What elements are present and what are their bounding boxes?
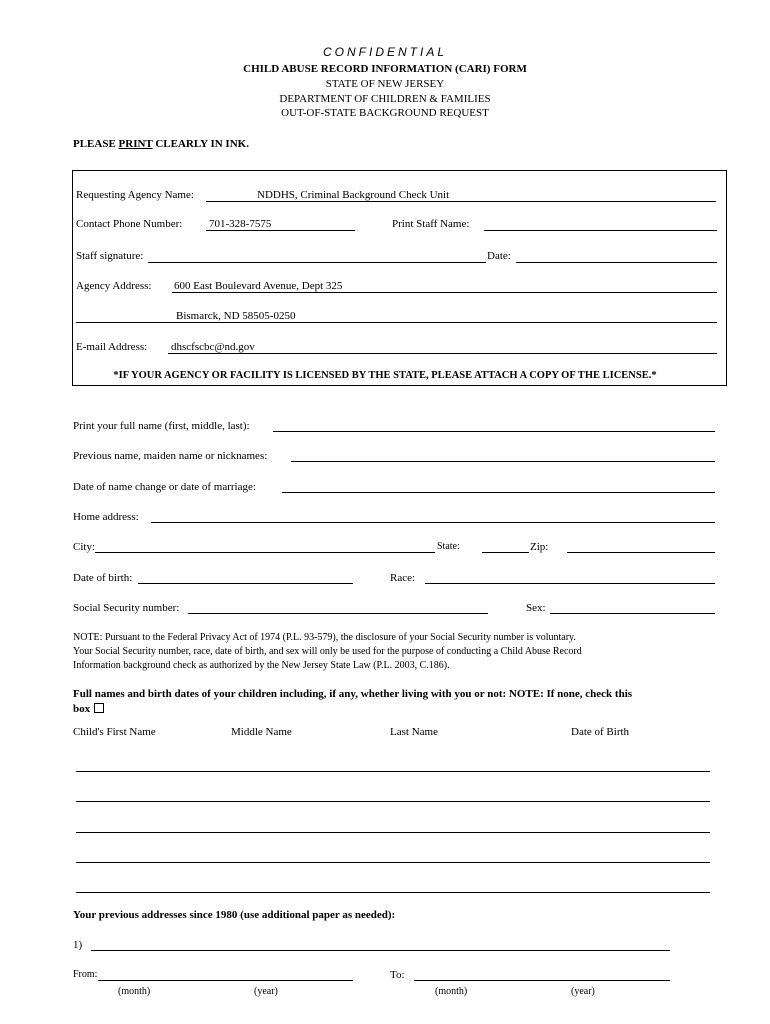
zip-field[interactable]	[567, 552, 715, 553]
staff-signature-label: Staff signature:	[76, 250, 144, 262]
phone-label: Contact Phone Number:	[76, 218, 183, 230]
previous-name-label: Previous name, maiden name or nicknames:	[73, 450, 268, 462]
agency-address-field-1[interactable]	[172, 292, 717, 293]
agency-address-label: Agency Address:	[76, 280, 152, 292]
from-month-label: (month)	[118, 986, 151, 997]
ssn-field[interactable]	[188, 613, 488, 614]
children-heading-line2	[73, 703, 104, 715]
col-middle-name: Middle Name	[231, 726, 292, 738]
child-row-2[interactable]	[76, 801, 710, 802]
license-note: *IF YOUR AGENCY OR FACILITY IS LICENSED BY THE STATE, PLEASE ATTACH A COPY OF THE LICENSE.*	[113, 370, 657, 381]
race-label: Race:	[390, 572, 416, 584]
state-name: STATE OF NEW JERSEY	[325, 78, 445, 90]
addresses-heading: Your previous addresses since 1980 (use additional paper as needed):	[73, 909, 396, 921]
agency-address-field-2[interactable]	[76, 322, 717, 323]
agency-address-line2: Bismarck, ND 58505-0250	[176, 310, 296, 322]
to-year-label: (year)	[571, 986, 595, 997]
dob-field[interactable]	[138, 583, 353, 584]
staff-signature-field[interactable]	[148, 262, 486, 263]
email-label: E-mail Address:	[76, 341, 148, 353]
phone-value: 701-328-7575	[209, 218, 272, 230]
to-field[interactable]	[414, 980, 670, 981]
agency-name-value: NDDHS, Criminal Background Check Unit	[257, 189, 450, 201]
agency-name-field[interactable]	[206, 201, 716, 202]
name-change-label: Date of name change or date of marriage:	[73, 481, 256, 493]
from-field[interactable]	[98, 980, 353, 981]
zip-label: Zip:	[530, 541, 549, 553]
agency-name-label: Requesting Agency Name:	[76, 189, 194, 201]
to-month-label: (month)	[435, 986, 468, 997]
department-name: DEPARTMENT OF CHILDREN & FAMILIES	[279, 93, 491, 105]
child-row-1[interactable]	[76, 771, 710, 772]
privacy-note-line3: Information background check as authorized by the New Jersey State Law (P.L. 2003, C.186).	[73, 660, 450, 671]
email-value: dhscfscbc@nd.gov	[171, 341, 255, 353]
col-date-of-birth: Date of Birth	[571, 726, 630, 738]
name-change-field[interactable]	[282, 492, 715, 493]
to-label: To:	[390, 969, 405, 981]
staff-date-label: Date:	[487, 250, 511, 262]
full-name-label: Print your full name (first, middle, last):	[73, 420, 250, 432]
previous-name-field[interactable]	[291, 461, 715, 462]
staff-name-field[interactable]	[484, 230, 717, 231]
child-row-5[interactable]	[76, 892, 710, 893]
from-year-label: (year)	[254, 986, 278, 997]
col-child-first-name: Child's First Name	[73, 726, 156, 738]
no-children-checkbox[interactable]	[94, 703, 104, 713]
children-heading-line1: Full names and birth dates of your children including, if any, whether living with you or not: NOTE: If none, check this	[73, 688, 633, 700]
confidential-heading: CONFIDENTIAL	[322, 45, 447, 59]
print-instruction	[73, 138, 249, 150]
address-1-field[interactable]	[91, 950, 670, 951]
child-row-3[interactable]	[76, 832, 710, 833]
agency-address-line1: 600 East Boulevard Avenue, Dept 325	[174, 280, 343, 292]
full-name-field[interactable]	[273, 431, 715, 432]
request-type: OUT-OF-STATE BACKGROUND REQUEST	[281, 107, 489, 119]
instruction-prefix: PLEASE	[73, 138, 119, 150]
col-last-name: Last Name	[390, 726, 438, 738]
race-field[interactable]	[425, 583, 715, 584]
dob-label: Date of birth:	[73, 572, 133, 584]
staff-date-field[interactable]	[516, 262, 717, 263]
from-label: From:	[73, 969, 98, 980]
home-address-field[interactable]	[151, 522, 715, 523]
privacy-note-line1: NOTE: Pursuant to the Federal Privacy Act of 1974 (P.L. 93-579), the disclosure of your Social Security number is voluntary.	[73, 632, 576, 643]
children-heading-box-text: box	[73, 703, 91, 715]
email-field[interactable]	[168, 353, 717, 354]
sex-label: Sex:	[526, 602, 546, 614]
instruction-emphasis: PRINT	[118, 138, 153, 150]
state-label: State:	[437, 541, 460, 552]
phone-field[interactable]	[206, 230, 355, 231]
ssn-label: Social Security number:	[73, 602, 180, 614]
form-title: CHILD ABUSE RECORD INFORMATION (CARI) FORM	[243, 63, 527, 75]
city-field[interactable]	[95, 552, 435, 553]
child-row-4[interactable]	[76, 862, 710, 863]
staff-name-label: Print Staff Name:	[392, 218, 470, 230]
instruction-suffix: CLEARLY IN INK.	[152, 138, 249, 150]
state-field[interactable]	[482, 552, 529, 553]
city-label: City:	[73, 541, 96, 553]
address-1-label: 1)	[73, 939, 83, 951]
sex-field[interactable]	[550, 613, 715, 614]
privacy-note-line2: Your Social Security number, race, date of birth, and sex will only be used for the purpose of conducting a Child Abuse Record	[73, 646, 582, 657]
home-address-label: Home address:	[73, 511, 139, 523]
